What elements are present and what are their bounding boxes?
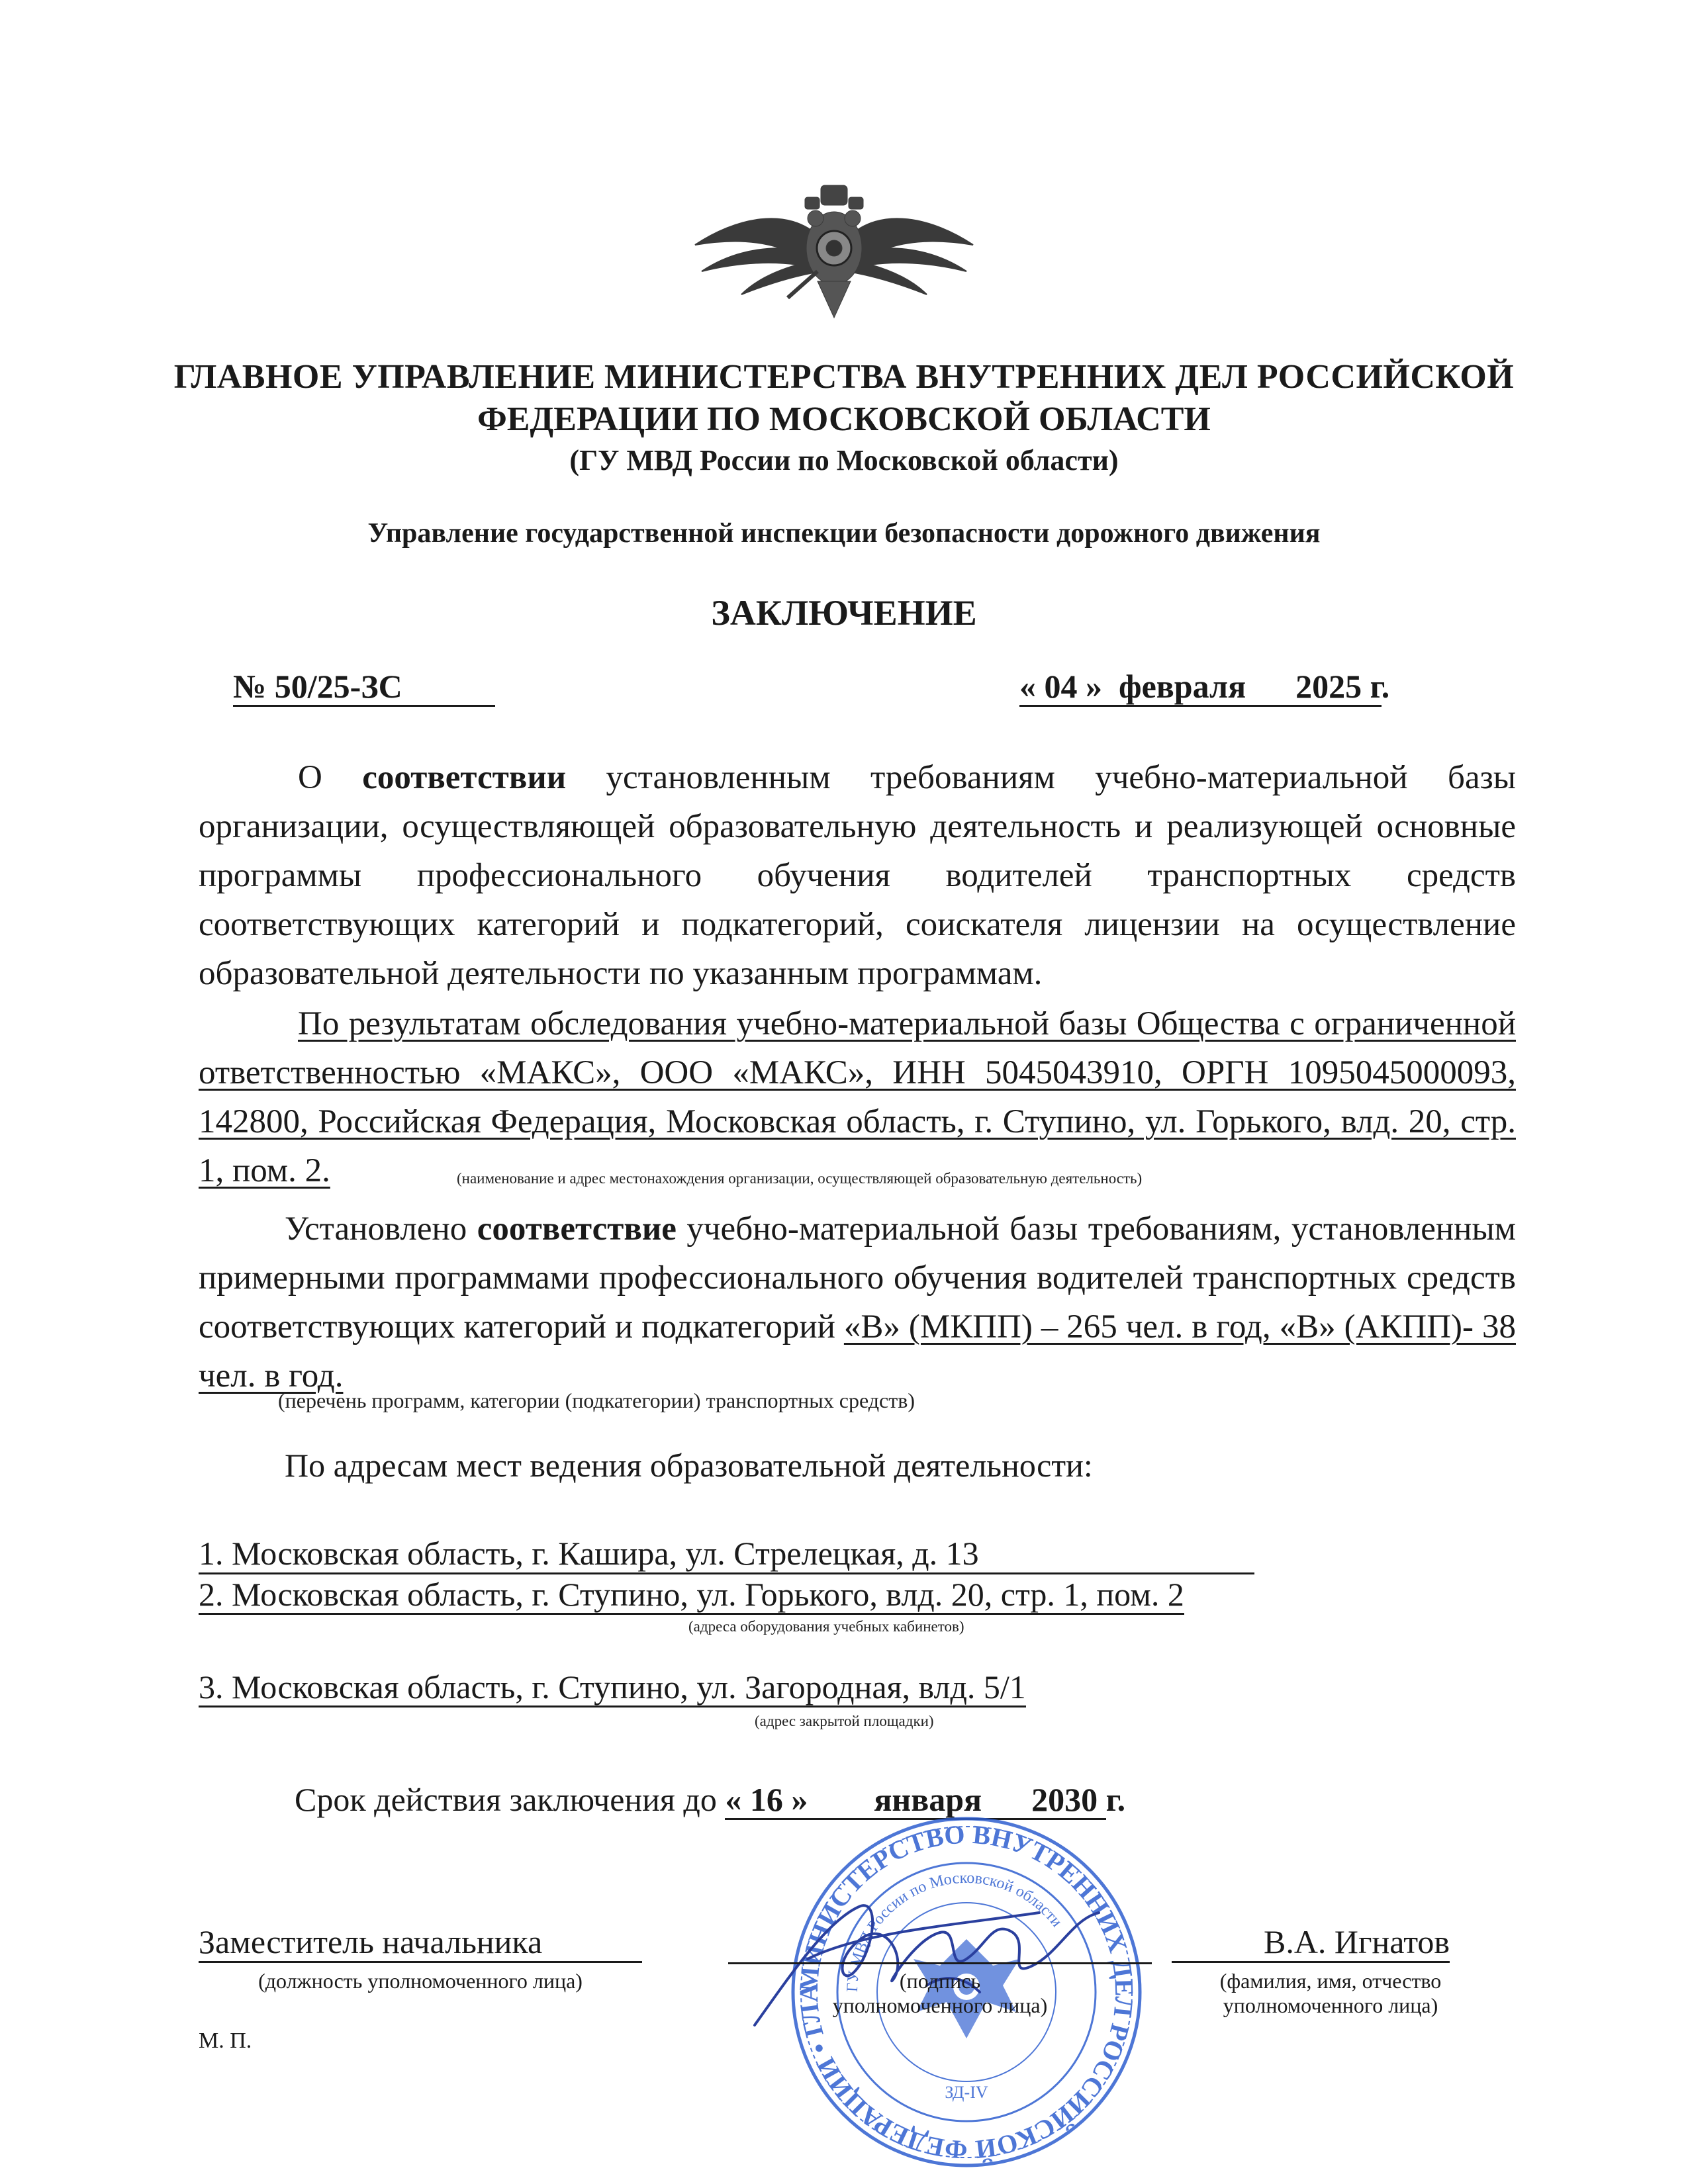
- intro-paragraph: [199, 753, 1516, 998]
- survey-paragraph: [199, 999, 1516, 1195]
- addresses-intro: По адресам мест ведения образовательной деятельности:: [285, 1447, 1093, 1484]
- intro-rest: установленным требованиям учебно-материальной базы организации, осуществляющей образовательную деятельность и реализующей основные программы профессионального обучения водителей транспортных средств соответствующих категорий и подкатегорий, соискателя лицензии на осуществление образовательной деятельности по указанным программам.: [199, 759, 1516, 992]
- seal-outer-text: МИНИСТЕРСТВО ВНУТРЕННИХ ДЕЛ РОССИЙСКОЙ ФЕДЕРАЦИИ • ГЛА: [793, 1819, 1140, 2165]
- document-date-suffix: г: [1370, 668, 1382, 707]
- addresses-caption: (адреса оборудования учебных кабинетов): [688, 1618, 964, 1635]
- signer-name: [1172, 1923, 1450, 1963]
- org-short-name: (ГУ МВД России по Московской области): [569, 444, 1119, 477]
- address-2: [199, 1575, 1184, 1614]
- survey-caption: (наименование и адрес местонахождения организации, осуществляющей образовательную деятельность): [457, 1170, 1143, 1187]
- established-start: Установлено: [285, 1210, 477, 1248]
- document-title: ЗАКЛЮЧЕНИЕ: [711, 593, 977, 633]
- intro-bold: соответствии: [362, 759, 567, 796]
- established-bold: соответствие: [477, 1210, 677, 1248]
- address-3-caption: (адрес закрытой площадки): [755, 1713, 934, 1729]
- established-rest: учебно-материальной базы требованиям, установленным примерными программами профессионального обучения водителей транспортных средств соответствующих категорий и подкатегорий: [199, 1210, 1516, 1345]
- signer-position: [199, 1923, 642, 1963]
- seal-inner-text: ГУ МВД России по Московской области: [843, 1869, 1066, 1993]
- address-1: [199, 1534, 1254, 1574]
- signer-name-caption-line-2: уполномоченного лица): [1223, 1993, 1438, 2017]
- document-date-month: февраля: [1119, 668, 1246, 707]
- document-date-day: « 04 »: [1019, 668, 1102, 707]
- categories-text: «В» (МКПП) – 265 чел. в год, «В» (АКПП)- 38 чел. в год.: [199, 1308, 1516, 1394]
- document-number-value: № 50/25-ЗС: [233, 668, 495, 707]
- mvd-emblem: [688, 165, 980, 324]
- org-title-line-2: ФЕДЕРАЦИИ ПО МОСКОВСКОЙ ОБЛАСТИ: [477, 400, 1211, 438]
- signature-caption: [728, 1969, 1152, 2018]
- signature-caption-line-1: (подпись: [899, 1969, 981, 1993]
- address-3: [199, 1668, 1026, 1706]
- established-paragraph: [199, 1205, 1516, 1400]
- department-name: Управление государственной инспекции безопасности дорожного движения: [367, 518, 1321, 549]
- address-3-text: 3. Московская область, г. Ступино, ул. Загородная, влд. 5/1: [199, 1668, 1026, 1707]
- signer-position-caption: (должность уполномоченного лица): [258, 1969, 583, 1993]
- survey-text: По результатам обследования учебно-материальной базы Общества с ограниченной ответственностью «МАКС», ООО «МАКС», ИНН 5045043910, ОРГН 1095045000093, 142800, Российская Федерация, Московская область, г. Ступино, ул. Горького, влд. 20, стр. 1, пом. 2.: [199, 1005, 1516, 1189]
- seal-code: ЗД-IV: [945, 2083, 988, 2102]
- document-number: [233, 667, 495, 705]
- signature-line: [728, 1962, 1152, 1964]
- intro-start: О: [298, 759, 363, 796]
- signer-position-text: Заместитель начальника: [199, 1923, 642, 1963]
- document-date-dot: .: [1381, 668, 1390, 705]
- signature-caption-line-2: уполномоченного лица): [832, 1993, 1048, 2017]
- validity-year: 2030: [1031, 1781, 1098, 1820]
- org-title-line-1: ГЛАВНОЕ УПРАВЛЕНИЕ МИНИСТЕРСТВА ВНУТРЕННИХ ДЕЛ РОССИЙСКОЙ: [173, 358, 1515, 396]
- validity-suffix: г.: [1105, 1781, 1126, 1818]
- validity-label: Срок действия заключения до: [295, 1781, 717, 1818]
- seal-place-label: М. П.: [199, 2028, 252, 2053]
- document-date-year: 2025: [1295, 668, 1362, 707]
- signer-name-caption-line-1: (фамилия, имя, отчество: [1219, 1969, 1442, 1993]
- address-2-text: 2. Московская область, г. Ступино, ул. Горького, влд. 20, стр. 1, пом. 2: [199, 1576, 1184, 1615]
- categories-caption: (перечень программ, категории (подкатегории) транспортных средств): [278, 1388, 915, 1412]
- validity-month: января: [874, 1781, 982, 1820]
- document-date: [1019, 667, 1389, 705]
- validity-day: « 16 »: [725, 1781, 808, 1820]
- address-1-text: 1. Московская область, г. Кашира, ул. Стрелецкая, д. 13: [199, 1534, 1254, 1574]
- signer-name-text: В.А. Игнатов: [1172, 1923, 1450, 1963]
- signer-name-caption: [1165, 1969, 1496, 2018]
